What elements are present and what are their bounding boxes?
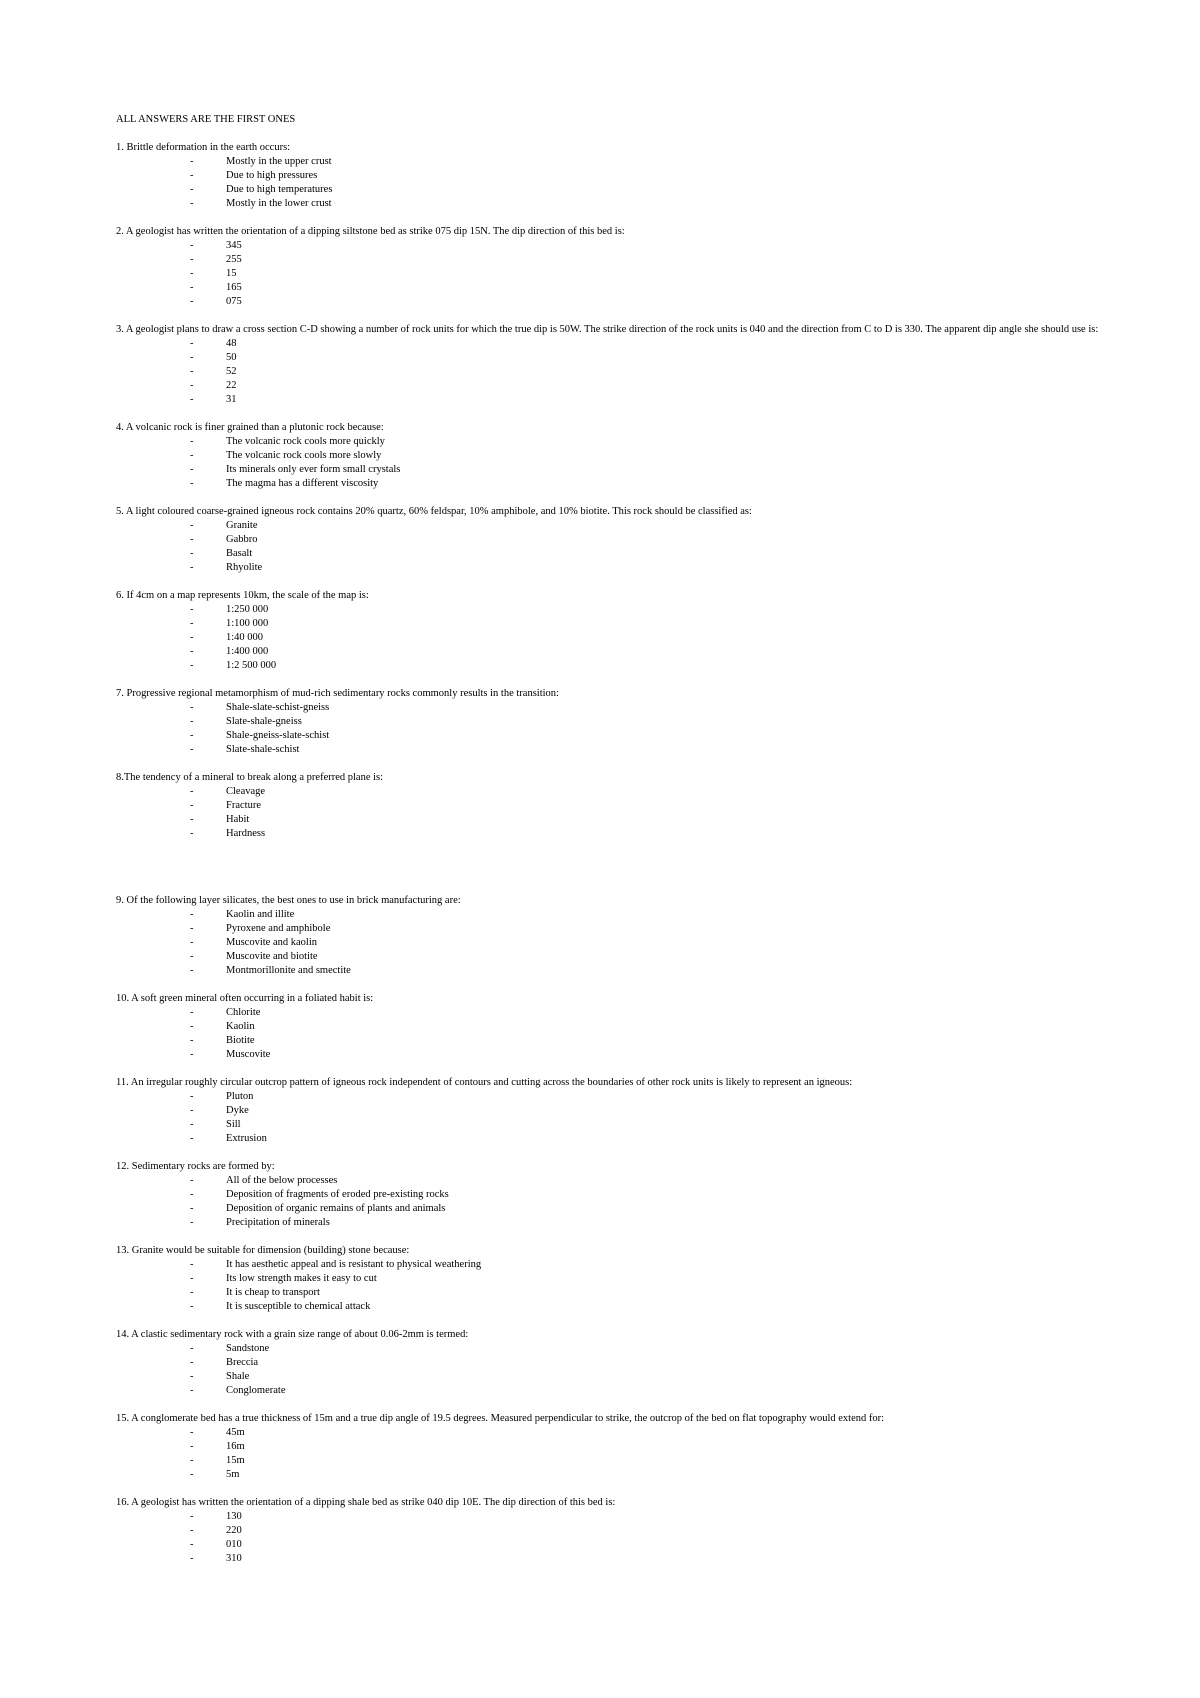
answer-option-text: 1:400 000	[226, 646, 269, 657]
dash-bullet: -	[190, 1119, 194, 1130]
question-text: 15. A conglomerate bed has a true thickness of 15m and a true dip angle of 19.5 degrees. Measured perpendicular to strike, the outcrop of the bed on flat topography would extend for:	[116, 1413, 885, 1424]
dash-bullet: -	[190, 352, 194, 363]
answer-option	[116, 435, 1106, 449]
answer-option-text: Precipitation of minerals	[226, 1217, 330, 1228]
answer-option	[116, 1272, 1106, 1286]
answer-option	[116, 1174, 1106, 1188]
question-4	[116, 421, 1106, 491]
question-16	[116, 1496, 1106, 1566]
answer-option-text: 1:2 500 000	[226, 660, 277, 671]
answer-option-text: Kaolin and illite	[226, 909, 295, 920]
answer-option-text: Gabbro	[226, 534, 258, 545]
question-9	[116, 894, 1106, 978]
question-10	[116, 992, 1106, 1062]
dash-bullet: -	[190, 909, 194, 920]
answer-options	[116, 908, 1106, 978]
answer-option-text: Pyroxene and amphibole	[226, 923, 331, 934]
answer-option	[116, 950, 1106, 964]
answer-option-text: 5m	[226, 1469, 240, 1480]
answer-option-text: 220	[226, 1525, 242, 1536]
answer-option	[116, 617, 1106, 631]
answer-option	[116, 1342, 1106, 1356]
dash-bullet: -	[190, 436, 194, 447]
question-text: 7. Progressive regional metamorphism of mud-rich sedimentary rocks commonly results in the transition:	[116, 688, 559, 699]
answer-option-text: Muscovite and biotite	[226, 951, 318, 962]
answer-option	[116, 743, 1106, 757]
dash-bullet: -	[190, 923, 194, 934]
answer-option-text: Breccia	[226, 1357, 259, 1368]
answer-option	[116, 964, 1106, 978]
answer-option-text: Hardness	[226, 828, 266, 839]
answer-option-text: 1:100 000	[226, 618, 269, 629]
answer-option-text: The volcanic rock cools more slowly	[226, 450, 382, 461]
dash-bullet: -	[190, 282, 194, 293]
dash-bullet: -	[190, 730, 194, 741]
dash-bullet: -	[190, 744, 194, 755]
answer-options	[116, 1342, 1106, 1398]
answer-options	[116, 519, 1106, 575]
dash-bullet: -	[190, 240, 194, 251]
answer-option-text: Muscovite	[226, 1049, 271, 1060]
question-15	[116, 1412, 1106, 1482]
answer-option	[116, 799, 1106, 813]
dash-bullet: -	[190, 1287, 194, 1298]
dash-bullet: -	[190, 1021, 194, 1032]
answer-option-text: It is cheap to transport	[226, 1287, 320, 1298]
dash-bullet: -	[190, 366, 194, 377]
answer-option	[116, 337, 1106, 351]
answer-option	[116, 729, 1106, 743]
dash-bullet: -	[190, 1259, 194, 1270]
dash-bullet: -	[190, 1357, 194, 1368]
answer-option-text: 52	[226, 366, 237, 377]
answer-option	[116, 1454, 1106, 1468]
dash-bullet: -	[190, 965, 194, 976]
answer-option	[116, 1384, 1106, 1398]
answer-option	[116, 533, 1106, 547]
answer-option	[116, 908, 1106, 922]
answer-option-text: 31	[226, 394, 237, 405]
answer-option-text: 48	[226, 338, 237, 349]
answer-option	[116, 519, 1106, 533]
answer-option-text: Mostly in the upper crust	[226, 156, 332, 167]
dash-bullet: -	[190, 198, 194, 209]
answer-option	[116, 239, 1106, 253]
answer-option	[116, 659, 1106, 673]
answer-option	[116, 631, 1106, 645]
answer-option-text: 16m	[226, 1441, 245, 1452]
answer-option-text: Deposition of fragments of eroded pre-existing rocks	[226, 1189, 449, 1200]
answer-option	[116, 1188, 1106, 1202]
answer-option-text: 50	[226, 352, 237, 363]
dash-bullet: -	[190, 951, 194, 962]
question-text: 8.The tendency of a mineral to break along a preferred plane is:	[116, 772, 384, 783]
question-7	[116, 687, 1106, 757]
answer-option	[116, 603, 1106, 617]
question-text: 14. A clastic sedimentary rock with a grain size range of about 0.06-2mm is termed:	[116, 1329, 469, 1340]
answer-options	[116, 155, 1106, 211]
dash-bullet: -	[190, 1105, 194, 1116]
answer-option	[116, 379, 1106, 393]
answer-options	[116, 1006, 1106, 1062]
answer-options	[116, 1426, 1106, 1482]
dash-bullet: -	[190, 1091, 194, 1102]
answer-option-text: 22	[226, 380, 237, 391]
answer-options	[116, 435, 1106, 491]
dash-bullet: -	[190, 1525, 194, 1536]
answer-option	[116, 449, 1106, 463]
question-3	[116, 323, 1106, 407]
dash-bullet: -	[190, 702, 194, 713]
dash-bullet: -	[190, 254, 194, 265]
answer-options	[116, 1510, 1106, 1566]
answer-option-text: It is susceptible to chemical attack	[226, 1301, 371, 1312]
question-12	[116, 1160, 1106, 1230]
answer-option	[116, 183, 1106, 197]
dash-bullet: -	[190, 1511, 194, 1522]
answer-option	[116, 715, 1106, 729]
answer-options	[116, 239, 1106, 309]
dash-bullet: -	[190, 184, 194, 195]
answer-option-text: Granite	[226, 520, 258, 531]
dash-bullet: -	[190, 1175, 194, 1186]
answer-option	[116, 477, 1106, 491]
answer-option	[116, 155, 1106, 169]
answer-option-text: Slate-shale-gneiss	[226, 716, 302, 727]
answer-option-text: Due to high pressures	[226, 170, 318, 181]
answer-option-text: The volcanic rock cools more quickly	[226, 436, 385, 447]
question-6	[116, 589, 1106, 673]
dash-bullet: -	[190, 394, 194, 405]
dash-bullet: -	[190, 786, 194, 797]
answer-options	[116, 337, 1106, 407]
answer-option-text: Sill	[226, 1119, 241, 1130]
answer-options	[116, 603, 1106, 673]
answer-option-text: Chlorite	[226, 1007, 261, 1018]
question-5	[116, 505, 1106, 575]
answer-option-text: Shale-gneiss-slate-schist	[226, 730, 330, 741]
dash-bullet: -	[190, 1301, 194, 1312]
answer-option	[116, 1426, 1106, 1440]
answer-option	[116, 547, 1106, 561]
dash-bullet: -	[190, 1189, 194, 1200]
answer-options	[116, 1090, 1106, 1146]
answer-option-text: Due to high temperatures	[226, 184, 333, 195]
answer-option-text: Rhyolite	[226, 562, 263, 573]
question-text: 12. Sedimentary rocks are formed by:	[116, 1161, 275, 1172]
dash-bullet: -	[190, 1469, 194, 1480]
answer-option	[116, 1510, 1106, 1524]
answer-options	[116, 785, 1106, 841]
question-text: 3. A geologist plans to draw a cross section C-D showing a number of rock units for which the true dip is 50W. The strike direction of the rock units is 040 and the direction from C to D is 330. The apparent dip angle she should use is:	[116, 324, 1099, 335]
answer-option	[116, 1034, 1106, 1048]
page-heading: ALL ANSWERS ARE THE FIRST ONES	[116, 114, 296, 125]
dash-bullet: -	[190, 1385, 194, 1396]
answer-option-text: 130	[226, 1511, 242, 1522]
answer-option	[116, 197, 1106, 211]
document-page	[116, 113, 1106, 1580]
answer-option-text: Pluton	[226, 1091, 254, 1102]
answer-option-text: Muscovite and kaolin	[226, 937, 317, 948]
answer-option	[116, 701, 1106, 715]
answer-option-text: 010	[226, 1539, 242, 1550]
question-text: 1. Brittle deformation in the earth occurs:	[116, 142, 291, 153]
answer-option-text: 1:40 000	[226, 632, 264, 643]
answer-option-text: Extrusion	[226, 1133, 267, 1144]
question-text: 13. Granite would be suitable for dimension (building) stone because:	[116, 1245, 410, 1256]
question-text: 6. If 4cm on a map represents 10km, the scale of the map is:	[116, 590, 369, 601]
answer-option-text: Shale	[226, 1371, 250, 1382]
dash-bullet: -	[190, 1049, 194, 1060]
answer-option	[116, 1538, 1106, 1552]
answer-option-text: 15m	[226, 1455, 245, 1466]
dash-bullet: -	[190, 604, 194, 615]
dash-bullet: -	[190, 1539, 194, 1550]
answer-option-text: Conglomerate	[226, 1385, 286, 1396]
dash-bullet: -	[190, 534, 194, 545]
answer-option-text: Montmorillonite and smectite	[226, 965, 351, 976]
answer-option-text: Kaolin	[226, 1021, 255, 1032]
answer-option-text: Its low strength makes it easy to cut	[226, 1273, 377, 1284]
dash-bullet: -	[190, 170, 194, 181]
dash-bullet: -	[190, 660, 194, 671]
answer-option	[116, 1006, 1106, 1020]
question-1	[116, 141, 1106, 211]
question-text: 2. A geologist has written the orientation of a dipping siltstone bed as strike 075 dip 15N. The dip direction of this bed is:	[116, 226, 625, 237]
answer-option	[116, 1524, 1106, 1538]
answer-option	[116, 295, 1106, 309]
question-text: 11. An irregular roughly circular outcrop pattern of igneous rock independent of contours and cutting across the boundaries of other rock units is likely to represent an igneous:	[116, 1077, 853, 1088]
dash-bullet: -	[190, 1455, 194, 1466]
answer-option	[116, 1048, 1106, 1062]
answer-option-text: Mostly in the lower crust	[226, 198, 332, 209]
answer-option-text: Fracture	[226, 800, 261, 811]
answer-option-text: Cleavage	[226, 786, 266, 797]
answer-option	[116, 169, 1106, 183]
dash-bullet: -	[190, 1217, 194, 1228]
answer-option	[116, 1090, 1106, 1104]
answer-option-text: It has aesthetic appeal and is resistant to physical weathering	[226, 1259, 482, 1270]
dash-bullet: -	[190, 618, 194, 629]
answer-option	[116, 281, 1106, 295]
question-text: 16. A geologist has written the orientation of a dipping shale bed as strike 040 dip 10E. The dip direction of this bed is:	[116, 1497, 616, 1508]
question-2	[116, 225, 1106, 309]
dash-bullet: -	[190, 716, 194, 727]
answer-option	[116, 1468, 1106, 1482]
dash-bullet: -	[190, 1133, 194, 1144]
answer-option	[116, 922, 1106, 936]
answer-options	[116, 1258, 1106, 1314]
dash-bullet: -	[190, 1441, 194, 1452]
answer-option	[116, 645, 1106, 659]
answer-option	[116, 1132, 1106, 1146]
dash-bullet: -	[190, 156, 194, 167]
answer-option-text: Basalt	[226, 548, 253, 559]
answer-option-text: Biotite	[226, 1035, 255, 1046]
dash-bullet: -	[190, 268, 194, 279]
answer-option	[116, 1216, 1106, 1230]
dash-bullet: -	[190, 296, 194, 307]
answer-option	[116, 1020, 1106, 1034]
answer-options	[116, 701, 1106, 757]
answer-option	[116, 1286, 1106, 1300]
answer-option	[116, 813, 1106, 827]
dash-bullet: -	[190, 1427, 194, 1438]
dash-bullet: -	[190, 548, 194, 559]
question-list	[116, 141, 1106, 1566]
answer-option-text: 1:250 000	[226, 604, 269, 615]
answer-option-text: All of the below processes	[226, 1175, 338, 1186]
answer-option	[116, 463, 1106, 477]
answer-option-text: Shale-slate-schist-gneiss	[226, 702, 330, 713]
answer-option	[116, 1104, 1106, 1118]
dash-bullet: -	[190, 450, 194, 461]
question-text: 9. Of the following layer silicates, the best ones to use in brick manufacturing are:	[116, 895, 461, 906]
answer-option-text: 165	[226, 282, 242, 293]
answer-option-text: 345	[226, 240, 242, 251]
dash-bullet: -	[190, 937, 194, 948]
question-14	[116, 1328, 1106, 1398]
dash-bullet: -	[190, 646, 194, 657]
question-text: 5. A light coloured coarse-grained igneous rock contains 20% quartz, 60% feldspar, 10% amphibole, and 10% biotite. This rock should be classified as:	[116, 506, 752, 517]
question-8	[116, 771, 1106, 841]
answer-option-text: Slate-shale-schist	[226, 744, 300, 755]
answer-option-text: 255	[226, 254, 242, 265]
answer-option	[116, 267, 1106, 281]
question-text: 4. A volcanic rock is finer grained than a plutonic rock because:	[116, 422, 384, 433]
question-text: 10. A soft green mineral often occurring in a foliated habit is:	[116, 993, 374, 1004]
answer-option	[116, 351, 1106, 365]
dash-bullet: -	[190, 632, 194, 643]
dash-bullet: -	[190, 1273, 194, 1284]
answer-option-text: Deposition of organic remains of plants and animals	[226, 1203, 446, 1214]
answer-option	[116, 365, 1106, 379]
dash-bullet: -	[190, 478, 194, 489]
question-11	[116, 1076, 1106, 1146]
answer-option-text: Dyke	[226, 1105, 249, 1116]
answer-option	[116, 1300, 1106, 1314]
answer-option-text: Sandstone	[226, 1343, 270, 1354]
dash-bullet: -	[190, 1343, 194, 1354]
answer-option	[116, 785, 1106, 799]
answer-option	[116, 827, 1106, 841]
answer-option	[116, 393, 1106, 407]
answer-option	[116, 936, 1106, 950]
dash-bullet: -	[190, 1553, 194, 1564]
dash-bullet: -	[190, 814, 194, 825]
answer-option	[116, 1552, 1106, 1566]
dash-bullet: -	[190, 1203, 194, 1214]
dash-bullet: -	[190, 1035, 194, 1046]
answer-option-text: Habit	[226, 814, 250, 825]
answer-option-text: 45m	[226, 1427, 245, 1438]
dash-bullet: -	[190, 338, 194, 349]
answer-option	[116, 1118, 1106, 1132]
answer-option-text: 15	[226, 268, 237, 279]
dash-bullet: -	[190, 464, 194, 475]
dash-bullet: -	[190, 380, 194, 391]
dash-bullet: -	[190, 562, 194, 573]
answer-option	[116, 1440, 1106, 1454]
answer-option	[116, 1202, 1106, 1216]
dash-bullet: -	[190, 520, 194, 531]
question-13	[116, 1244, 1106, 1314]
answer-option	[116, 253, 1106, 267]
answer-option-text: Its minerals only ever form small crystals	[226, 464, 401, 475]
answer-option	[116, 1356, 1106, 1370]
answer-option	[116, 561, 1106, 575]
answer-options	[116, 1174, 1106, 1230]
dash-bullet: -	[190, 828, 194, 839]
answer-option	[116, 1258, 1106, 1272]
dash-bullet: -	[190, 800, 194, 811]
dash-bullet: -	[190, 1371, 194, 1382]
answer-option-text: The magma has a different viscosity	[226, 478, 379, 489]
answer-option-text: 310	[226, 1553, 242, 1564]
answer-option	[116, 1370, 1106, 1384]
answer-option-text: 075	[226, 296, 242, 307]
dash-bullet: -	[190, 1007, 194, 1018]
